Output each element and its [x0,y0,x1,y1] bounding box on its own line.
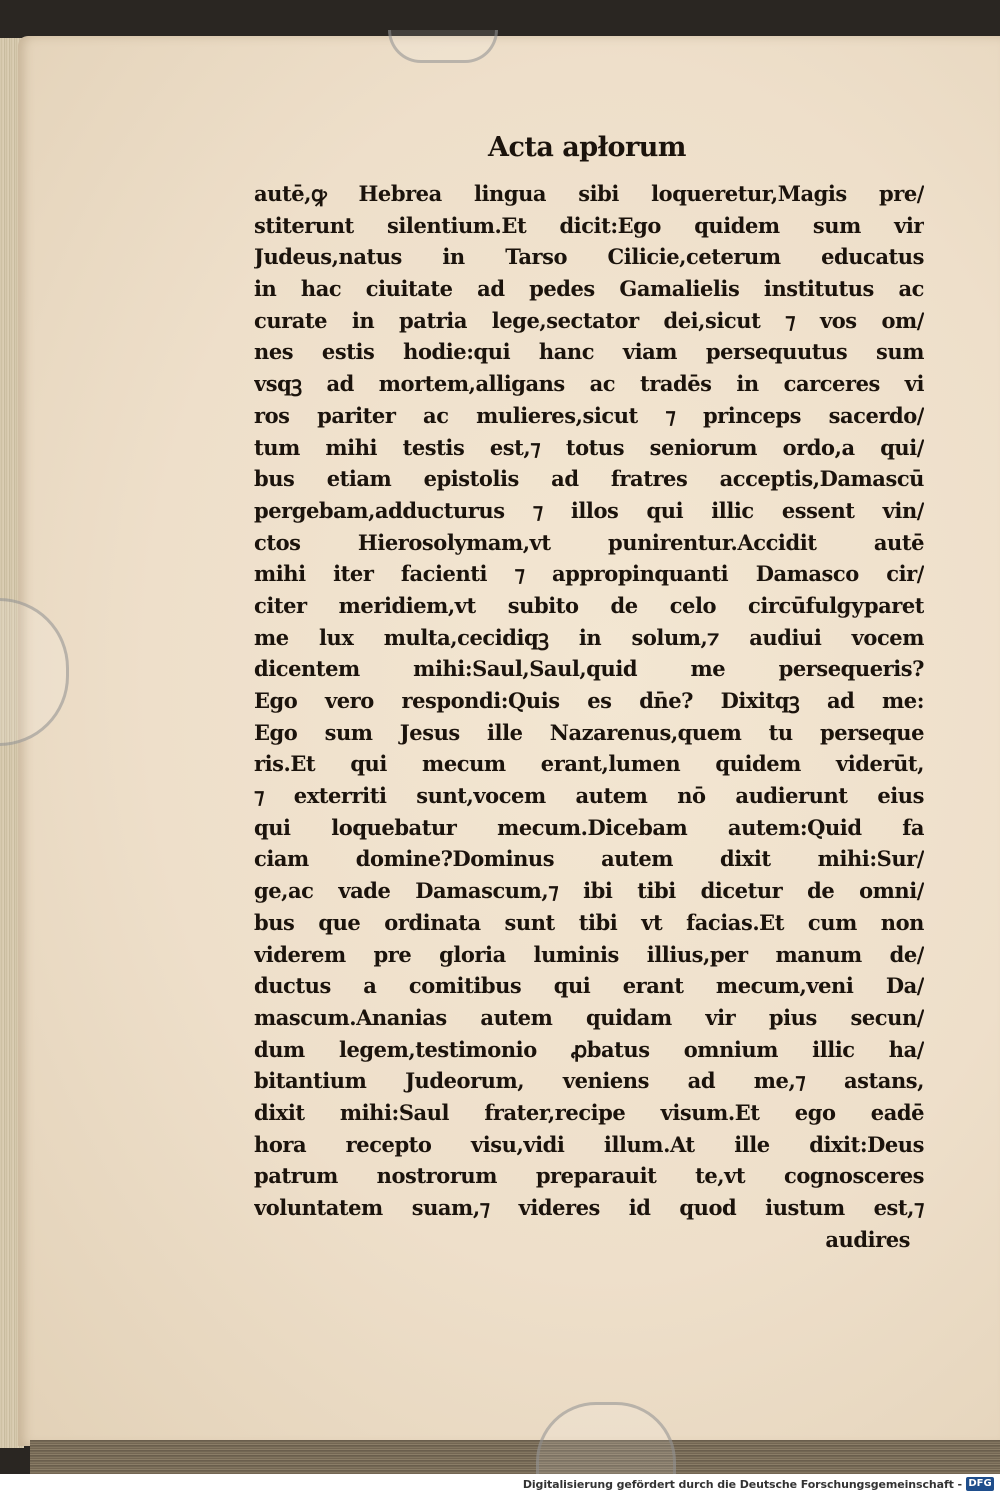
text-line: citer meridiem,vt subito de celo circūfulgураret [254,592,924,618]
footer-bar [0,1474,1000,1496]
text-line: in hac ciuitate ad pedes Gamalielis institutus ac [254,276,924,302]
text-line: patrum nostrorum preparauit te,vt cognosceres [254,1163,924,1189]
text-line: nes estis hodie:qui hanc viam persequutus sum [254,339,924,365]
text-line: viderem pre gloria luminis illius,per manum de/ [254,941,924,967]
text-line: bitantium Judeorum, veniens ad me,⁊ astans, [254,1068,924,1094]
text-line: stiterunt silentium.Et dicit:Ego quidem sum vir [254,212,924,238]
text-line: Ego vero respondi:Quis es dn̄e? Dixitqꝫ ad me: [254,688,924,713]
running-head: Acta apłorum [488,132,686,163]
text-line: autē,ꝙ Hebrea lingua sibi loqueretur,Magis pre/ [254,181,924,206]
text-line: qui loquebatur mecum.Dicebam autem:Quid fa [254,814,924,840]
text-line: dixit mihi:Saul frater,recipe visum.Et ego eadē [254,1099,924,1125]
text-line: hora recepto visu,vidi illum.At ille dixit:Deus [254,1131,924,1157]
text-line: dum legem,testimonio ꝓbatus omnium illic ha/ [254,1036,924,1062]
text-line: dicentem mihi:Saul,Saul,quid me persequeris? [254,656,924,682]
text-line: Judeus,natus in Tarso Cilicie,ceterum educatus [254,244,924,270]
text-line: bus que ordinata sunt tibi vt facias.Et cum non [254,909,924,935]
text-line: bus etiam epistolis ad fratres acceptis,Damascū [254,466,924,492]
text-line: voluntatem suam,⁊ videres id quod iustum est,⁊ [254,1195,924,1220]
text-line: pergebam,adducturus ⁊ illos qui illic essent vin/ [254,497,924,523]
text-line: ductus a comitibus qui erant mecum,veni Da/ [254,973,924,999]
top-page-clip [388,30,498,63]
dfg-logo: DFG [966,1477,994,1491]
page-bottom-edge [30,1440,1000,1474]
text-line: ciam domine?Dominus autem dixit mihi:Sur/ [254,846,924,872]
text-line: vsqꝫ ad mortem,alligans ac tradēs in carceres vi [254,371,924,397]
text-line: ctos Hierosolymam,vt punirentur.Accidit autē [254,529,924,555]
text-line: ris.Et qui mecum erant,lumen quidem viderūt, [254,751,924,777]
text-line: me lux multa,cecidiqꝫ in solum,⁊ audiui vocem [254,624,924,650]
funding-credit: Digitalisierung gefördert durch die Deutsche Forschungsgemeinschaft - [522,1478,962,1491]
text-line: ⁊ exterriti sunt,vocem autem nō audierunt eius [254,783,924,809]
text-line: mihi iter facienti ⁊ appropinquanti Damasco cir/ [254,561,924,587]
text-line: ge,ac vade Damascum,⁊ ibi tibi dicetur de omni/ [254,878,924,904]
text-line: audires [825,1226,910,1252]
text-line: tum mihi testis est,⁊ totus seniorum ordo,a qui/ [254,434,924,460]
text-line: mascum.Ananias autem quidam vir pius secun/ [254,1004,924,1030]
body-text [254,178,924,1255]
text-line: Ego sum Jesus ille Nazarenus,quem tu perseque [254,719,924,745]
text-line: ros pariter ac mulieres,sicut ⁊ princeps sacerdo/ [254,402,924,428]
text-line: curate in patria lege,sectator dei,sicut ⁊ vos om/ [254,307,924,333]
